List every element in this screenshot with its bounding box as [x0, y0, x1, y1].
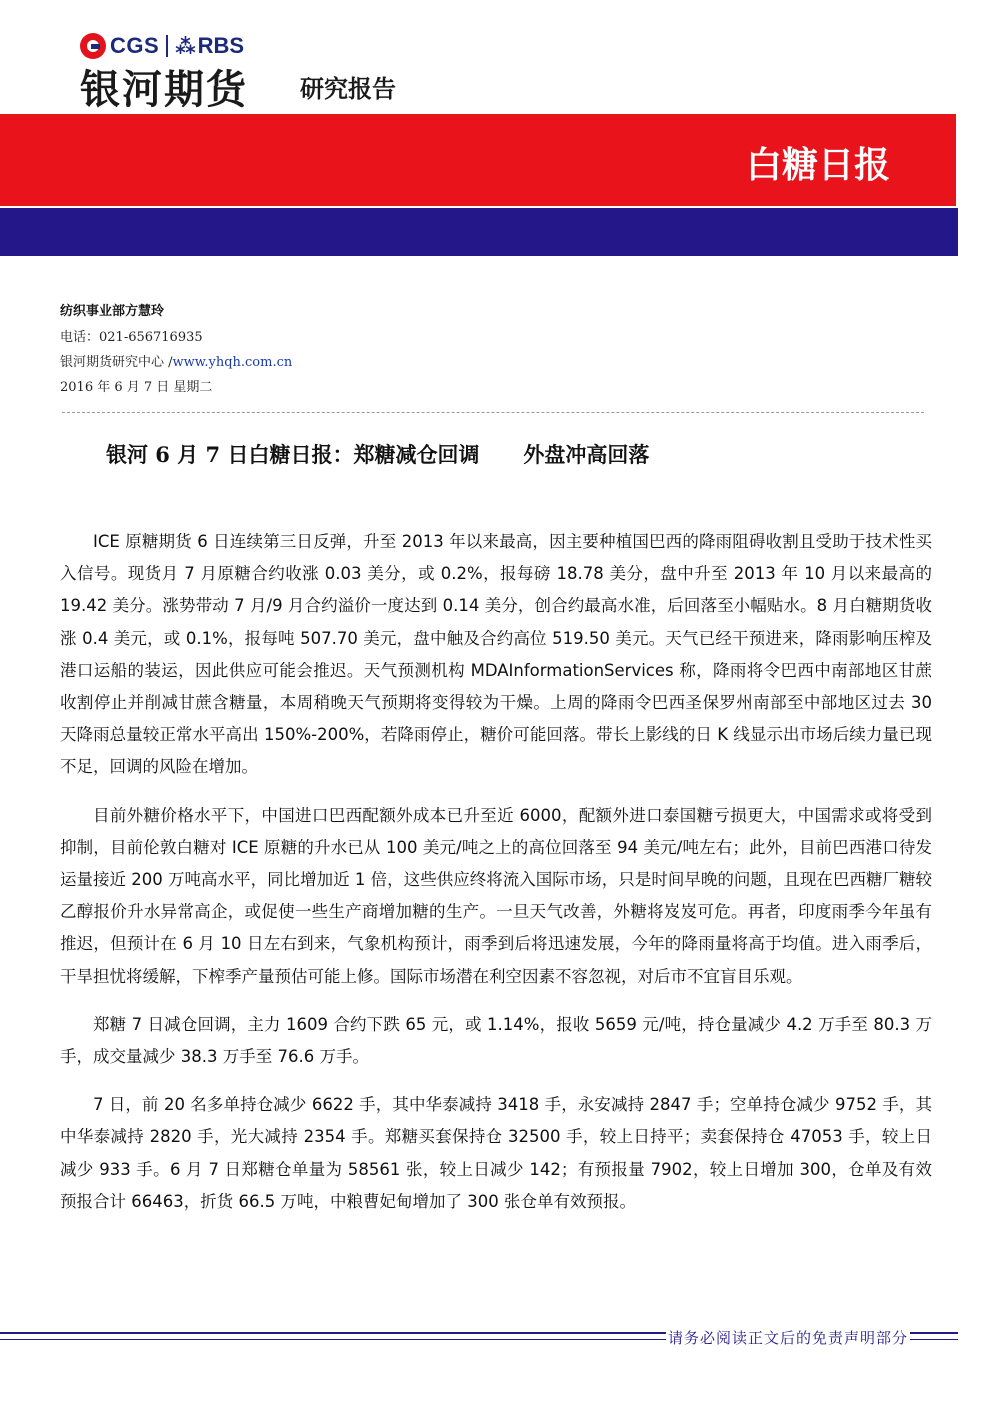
phone-line: 电话：021-656716935 — [60, 330, 203, 345]
article-body — [60, 526, 932, 1234]
brand-logo — [80, 30, 244, 62]
report-type: 研究报告 — [300, 75, 396, 103]
title-banner — [0, 114, 956, 206]
logo-rbs-text: RBS — [197, 33, 245, 58]
paragraph-import-cost: 目前外糖价格水平下，中国进口巴西配额外成本已升至近 6000，配额外进口泰国糖亏损更大，中国需求或将受到抑制，目前伦敦白糖对 ICE 原糖的升水已从 100 美元/吨之上的高位回落至 94 美元/吨左右；此外，目前巴西港口待发运量接近 200 万吨高水平，同比增加近 1 倍，这些供应终将流入国际市场，只是时间早晚的问题，且现在巴西糖厂糖较乙醇报价升水异常高企，或促使一些生产商增加糖的生产。一旦天气改善，外糖将岌岌可危。再者，印度雨季今年虽有推迟，但预计在 6 月 10 日左右到来，气象机构预计，雨季到后将迅速发展，今年的降雨量将高于均值。进入雨季后，干旱担忧将缓解，下榨季产量预估可能上修。国际市场潜在利空因素不容忽视，对后市不宜盲目乐观。 — [60, 805, 932, 986]
report-date: 2016 年 6 月 7 日 星期二 — [60, 380, 213, 395]
logo-cgs-text: CGS — [110, 33, 160, 58]
research-center-line — [60, 353, 292, 373]
cgs-logo-icon — [80, 33, 106, 59]
banner-title: 白糖日报 — [745, 145, 890, 186]
disclaimer-note: 请务必阅读正文后的免责声明部分 — [667, 1329, 908, 1347]
rbs-logo-icon: ⁂ — [175, 34, 196, 58]
dashed-divider — [62, 412, 924, 413]
paragraph-ice-raw-sugar: ICE 原糖期货 6 日连续第三日反弹，升至 2013 年以来最高，因主要种植国巴西的降雨阻碍收割且受助于技术性买入信号。现货月 7 月原糖合约收涨 0.03 美分，或 0.2%，报每磅 18.78 美分，盘中升至 2013 年 10 月以来最高的 19.42 美分。涨势带动 7 月/9 月合约溢价一度达到 0.14 美分，创合约最高水准，后回落至小幅贴水。8 月白糖期货收涨 0.4 美元，或 0.1%，报每吨 507.70 美元，盘中触及合约高位 519.50 美元。天气已经干预进来，降雨影响压榨及港口运船的装运，因此供应可能会推迟。天气预测机构 MDAInformationServices 称，降雨将令巴西中南部地区甘蔗收割停止并削减甘蔗含糖量，本周稍晚天气预期将变得较为干燥。上周的降雨令巴西圣保罗州南部至中部地区过去 30 天降雨总量较正常水平高出 150%-200%，若降雨停止，糖价可能回落。带长上影线的日 K 线显示出市场后续力量已现不足，回调的风险在增加。 — [60, 532, 932, 777]
blue-banner — [0, 208, 958, 256]
author-info — [60, 302, 292, 403]
author-name: 纺织事业部方慧玲 — [60, 304, 165, 319]
website-link[interactable]: www.yhqh.com.cn — [172, 355, 293, 370]
logo-divider — [166, 35, 168, 57]
paragraph-zhengzhou-sugar: 郑糖 7 日减仓回调，主力 1609 合约下跌 65 元，或 1.14%，报收 5659 元/吨，持仓量减少 4.2 万手至 80.3 万手，成交量减少 38.3 万手至 76.6 万手。 — [60, 1014, 932, 1067]
research-center-label: 银河期货研究中心 / — [60, 355, 173, 370]
paragraph-positions: 7 日，前 20 名多单持仓减少 6622 手，其中华泰减持 3418 手，永安减持 2847 手；空单持仓减少 9752 手，其中华泰减持 2820 手，光大减持 2354 手。郑糖买套保持仓 32500 手，较上日持平；卖套保持仓 47053 手，较上日减少 933 手。6 月 7 日郑糖仓单量为 58561 张，较上日减少 142；有预报量 7902，较上日增加 300，仓单及有效预报合计 66463，折货 66.5 万吨，中粮曹妃甸增加了 300 张仓单有效预报。 — [60, 1095, 932, 1211]
article-headline: 银河 6 月 7 日白糖日报：郑糖减仓回调 外盘冲高回落 — [106, 442, 650, 467]
company-name: 银河期货 — [80, 67, 248, 113]
